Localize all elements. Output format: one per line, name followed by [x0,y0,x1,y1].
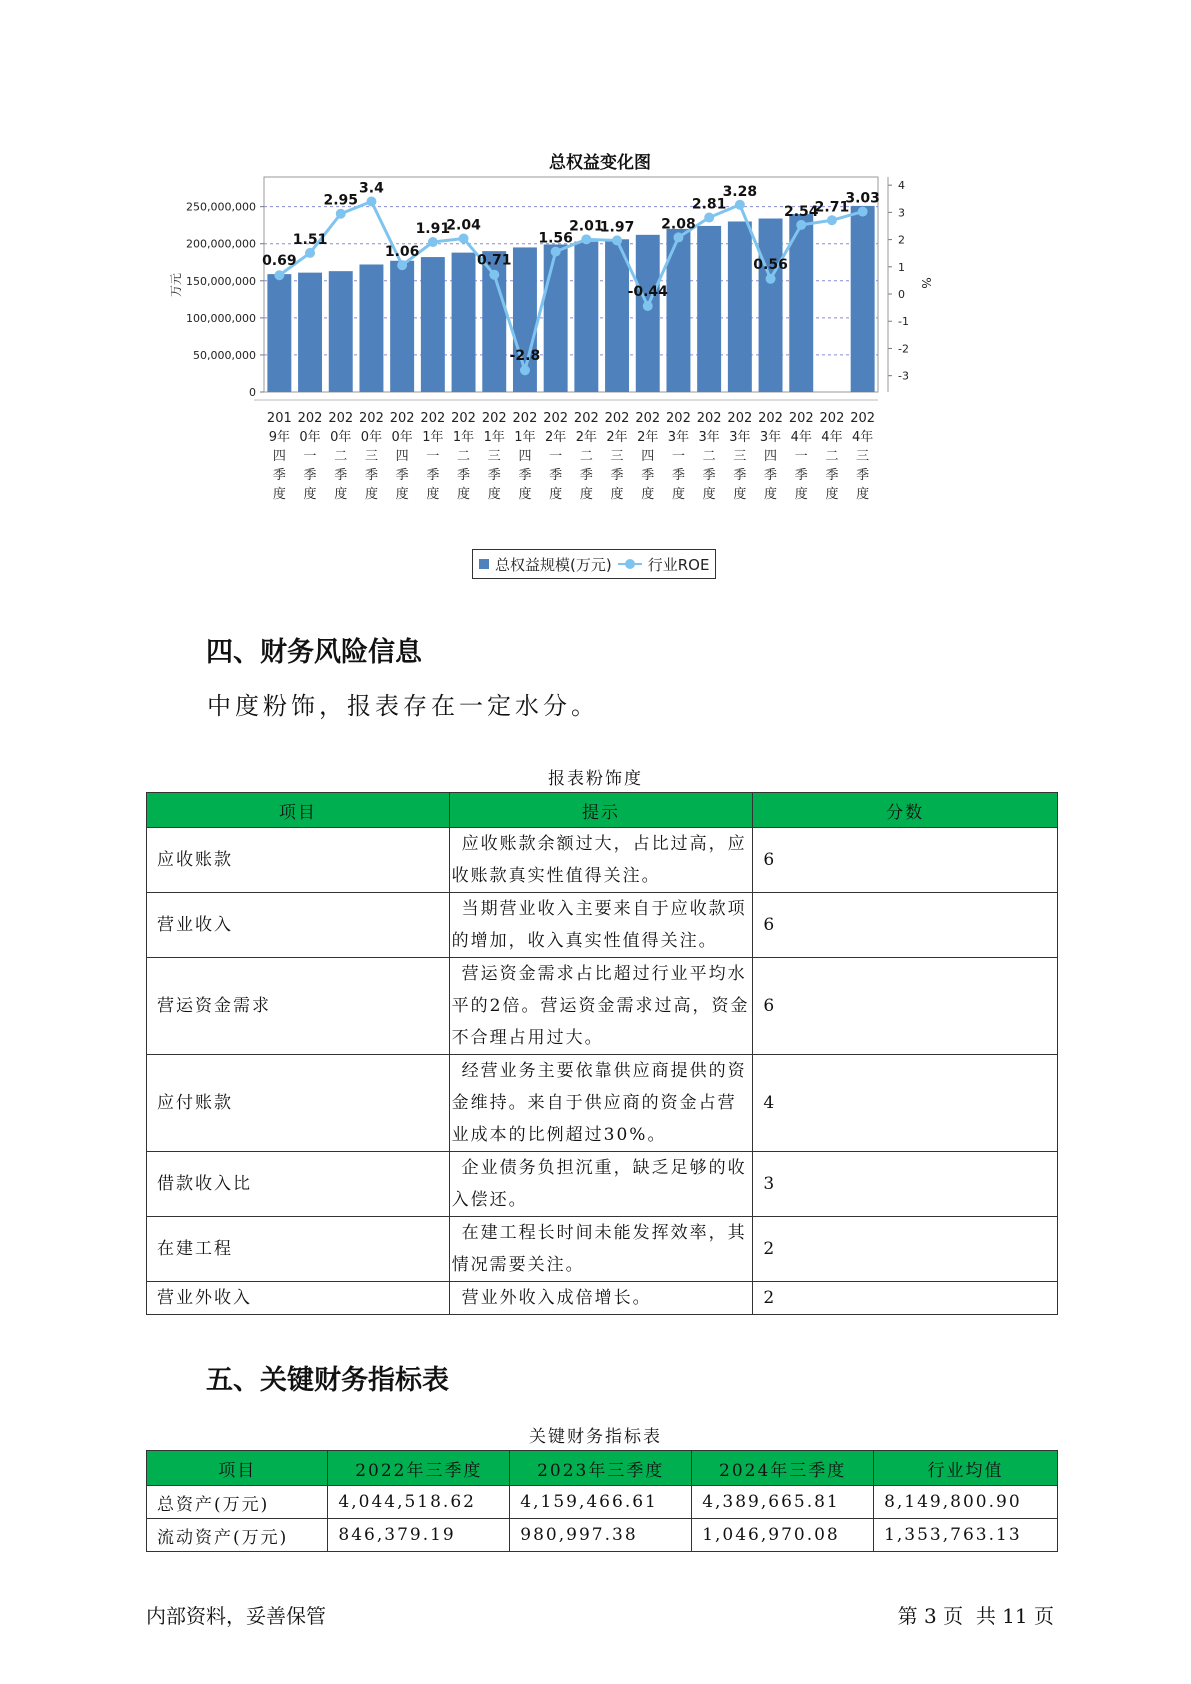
y-right-tick-label: 2 [898,233,905,247]
x-tick-label: 季 [825,468,839,483]
roe-point [397,260,407,270]
x-tick-label: 202 [758,411,783,426]
roe-data-label: 2.01 [569,218,604,235]
x-tick-label: 度 [426,487,440,502]
x-tick-label: 三 [856,449,870,464]
roe-point [796,220,806,230]
roe-point [305,248,315,258]
x-tick-label: 202 [788,411,814,426]
y-right-tick-label: 1 [898,260,905,274]
equity-bar [851,206,875,392]
x-tick-label: 一 [549,449,563,464]
metric-value-cell: 1,046,970.08 [692,1519,874,1552]
x-tick-label: 一 [426,449,440,464]
x-tick-label: 度 [303,487,317,502]
x-tick-label: 202 [635,411,661,426]
x-tick-label: 三 [733,449,747,464]
x-tick-label: 四 [395,449,409,464]
hint-text: 营业外收入成倍增长。 [461,1288,652,1308]
x-tick-label: 202 [573,411,599,426]
x-tick-label: 四 [764,449,778,464]
equity-bar [421,257,445,392]
x-tick-label: 201 [266,411,292,426]
metric-value-cell: 980,997.38 [510,1519,692,1552]
x-tick-label: 季 [579,468,593,483]
x-tick-label: 一 [671,449,685,464]
table-header-row [147,793,1058,828]
x-tick-label: 202 [543,411,569,426]
x-tick-label: 季 [364,468,378,483]
x-tick-label: 0年 [299,430,321,445]
x-tick-label: 二 [825,449,839,464]
x-tick-label: 0年 [330,430,352,445]
x-tick-label: 四 [272,449,286,464]
roe-data-label: 0.69 [262,253,297,270]
score-cell: 2 [753,1282,1058,1315]
roe-data-label: 0.56 [753,256,788,273]
x-tick-label: 季 [641,468,655,483]
equity-bar [605,239,629,392]
roe-data-label: -0.44 [627,284,668,300]
equity-bar [728,221,752,392]
x-tick-label: 度 [856,487,870,502]
table-row [147,893,1058,958]
table1-caption: 报表粉饰度 [548,769,643,789]
roe-data-label: 1.56 [538,230,573,247]
x-tick-label: 季 [671,468,685,483]
roe-data-label: 2.71 [814,199,850,216]
x-tick-label: 202 [666,411,691,426]
header-cell: 项目 [147,1451,328,1486]
x-tick-label: 一 [303,449,317,464]
y-left-tick-label: 250,000,000 [186,200,256,214]
hint-text: 应收账款余额过大，占比过高，应收账款真实性值得关注。 [451,834,747,886]
roe-point [274,270,284,280]
x-tick-label: 度 [272,487,286,502]
key-metrics-table [146,1450,1058,1552]
x-tick-label: 度 [733,487,747,502]
x-tick-label: 季 [334,468,348,483]
legend-bar-swatch [479,559,489,569]
score-cell: 6 [753,893,1058,958]
x-tick-label: 季 [272,468,286,483]
table-row [147,1282,1058,1315]
x-tick-label: 4年 [852,430,874,445]
metric-value-cell: 4,159,466.61 [510,1486,692,1519]
x-tick-label: 二 [702,449,716,464]
roe-data-label: 2.08 [661,216,696,233]
roe-data-label: 1.97 [599,219,635,236]
x-tick-label: 季 [457,468,471,483]
x-tick-label: 二 [457,449,471,464]
table-row [147,1217,1058,1282]
table-row [147,1152,1058,1217]
x-tick-label: 度 [334,487,348,502]
hint-cell [449,1282,753,1315]
equity-bar [267,274,291,392]
equity-bar [298,273,322,392]
chart-svg [170,130,1030,550]
equity-bar [329,271,353,392]
table-row [147,1519,1058,1552]
table-row [147,1486,1058,1519]
x-tick-label: 2年 [606,430,628,445]
roe-data-label: 2.81 [691,196,727,213]
y-right-tick-label: 3 [898,206,905,220]
x-tick-label: 202 [297,411,323,426]
item-cell: 营业外收入 [147,1282,450,1315]
y-left-tick-label: 150,000,000 [186,274,256,288]
y-left-tick-label: 100,000,000 [186,311,256,325]
x-tick-label: 度 [764,487,778,502]
x-tick-label: 度 [518,487,532,502]
y-right-tick-label: -3 [898,369,909,383]
metric-value-cell: 4,044,518.62 [328,1486,510,1519]
x-tick-label: 季 [303,468,317,483]
header-cell: 项目 [147,793,450,828]
roe-data-label: 1.91 [415,221,451,238]
header-cell: 2024年三季度 [692,1451,874,1486]
y-right-axis-label: % [919,277,933,289]
x-tick-label: 4年 [790,430,812,445]
x-tick-label: 季 [395,468,409,483]
footer-left: 内部资料，妥善保管 [146,1604,326,1628]
x-tick-label: 202 [328,411,354,426]
hint-cell [449,1217,753,1282]
equity-bar [390,261,414,392]
roe-data-label: 1.51 [292,231,328,248]
x-tick-label: 季 [702,468,716,483]
metric-value-cell: 4,389,665.81 [692,1486,874,1519]
hint-text: 经营业务主要依靠供应商提供的资金维持。来自于供应商的资金占营业成本的比例超过30%。 [451,1061,747,1145]
roe-point [489,270,499,280]
equity-bar [359,264,383,392]
metric-name-cell: 总资产(万元) [147,1486,328,1519]
table-header-row [147,1451,1058,1486]
y-left-tick-label: 50,000,000 [193,348,256,362]
y-right-tick-label: 4 [898,179,905,193]
x-tick-label: 季 [610,468,624,483]
x-tick-label: 202 [604,411,630,426]
x-tick-label: 度 [825,487,839,502]
roe-point [704,213,714,223]
x-tick-label: 2年 [545,430,567,445]
metric-value-cell: 8,149,800.90 [874,1486,1058,1519]
roe-point [858,207,868,217]
x-tick-label: 202 [389,411,415,426]
x-tick-label: 4年 [821,430,843,445]
table-row [147,1055,1058,1152]
hint-cell [449,1055,753,1152]
roe-point [735,200,745,210]
roe-point [612,235,622,245]
score-cell: 6 [753,828,1058,893]
y-left-tick-label: 0 [249,386,256,399]
x-tick-label: 202 [727,411,753,426]
x-tick-label: 度 [702,487,716,502]
legend-line-swatch [618,559,642,569]
x-tick-label: 202 [481,411,507,426]
roe-point [520,365,530,375]
x-tick-label: 度 [641,487,655,502]
section5-heading: 五、关键财务指标表 [206,1365,449,1396]
equity-chart [170,130,1030,600]
x-tick-label: 3年 [698,430,720,445]
y-left-tick-label: 200,000,000 [186,237,256,251]
hint-text: 营运资金需求占比超过行业平均水平的2倍。营运资金需求过高，资金不合理占用过大。 [451,964,750,1048]
roe-point [827,215,837,225]
x-tick-label: 1年 [514,430,536,445]
item-cell: 营业收入 [147,893,450,958]
x-tick-label: 202 [420,411,446,426]
hint-cell [449,828,753,893]
x-tick-label: 3年 [729,430,751,445]
metric-value-cell: 846,379.19 [328,1519,510,1552]
metric-name-cell: 流动资产(万元) [147,1519,328,1552]
x-tick-label: 季 [856,468,870,483]
x-tick-label: 度 [364,487,378,502]
y-right-tick-label: 0 [898,288,905,302]
legend-line-label: 行业ROE [647,555,710,574]
x-tick-label: 202 [451,411,476,426]
equity-bar [636,235,660,392]
item-cell: 应付账款 [147,1055,450,1152]
header-cell: 2023年三季度 [510,1451,692,1486]
roe-point [643,301,653,311]
roe-point [551,247,561,257]
x-tick-label: 三 [487,449,501,464]
roe-data-label: 3.03 [845,190,880,207]
roe-point [581,234,591,244]
x-tick-label: 四 [518,449,532,464]
x-tick-label: 季 [426,468,440,483]
item-cell: 营运资金需求 [147,958,450,1055]
x-tick-label: 季 [518,468,532,483]
footer-page-number: 第 3 页 共 11 页 [897,1604,1054,1628]
equity-bar [697,226,721,392]
x-tick-label: 三 [610,449,624,464]
x-tick-label: 1年 [422,430,444,445]
x-tick-label: 季 [487,468,501,483]
x-tick-label: 季 [549,468,563,483]
hint-text: 企业债务负担沉重，缺乏足够的收入偿还。 [451,1158,747,1210]
section4-summary: 中度粉饰，报表存在一定水分。 [207,692,599,720]
x-tick-label: 3年 [667,430,690,445]
header-cell: 2022年三季度 [328,1451,510,1486]
roe-data-label: 3.28 [722,183,758,200]
roe-data-label: -2.8 [509,348,541,365]
roe-data-label: 2.95 [323,192,359,209]
chart-legend [472,549,716,579]
x-tick-label: 度 [549,487,563,502]
item-cell: 借款收入比 [147,1152,450,1217]
score-cell: 3 [753,1152,1058,1217]
roe-data-label: 2.04 [446,217,481,234]
x-tick-label: 四 [641,449,655,464]
roe-data-label: 3.4 [359,180,384,197]
roe-point [766,274,776,284]
score-cell: 6 [753,958,1058,1055]
y-right-tick-label: -2 [898,342,909,356]
equity-bar [544,244,568,392]
x-tick-label: 2年 [637,430,659,445]
header-cell: 提示 [449,793,753,828]
x-tick-label: 2年 [575,430,597,445]
x-tick-label: 度 [610,487,624,502]
x-tick-label: 季 [794,468,808,483]
x-tick-label: 度 [671,487,685,502]
roe-point [459,234,469,244]
score-cell: 2 [753,1217,1058,1282]
score-cell: 4 [753,1055,1058,1152]
header-cell: 分数 [753,793,1058,828]
item-cell: 在建工程 [147,1217,450,1282]
roe-point [673,232,683,242]
x-tick-label: 度 [794,487,808,502]
x-tick-label: 1年 [483,430,505,445]
equity-bar [759,219,783,392]
roe-data-label: 1.06 [384,244,420,261]
x-tick-label: 202 [850,411,876,426]
x-tick-label: 202 [359,411,384,426]
x-tick-label: 0年 [360,430,383,445]
roe-point [428,237,438,247]
roe-data-label: 0.71 [476,252,512,269]
table-row [147,958,1058,1055]
x-tick-label: 9年 [268,430,290,445]
equity-bar [452,253,476,392]
metric-value-cell: 1,353,763.13 [874,1519,1058,1552]
hint-cell [449,1152,753,1217]
header-cell: 行业均值 [874,1451,1058,1486]
x-tick-label: 3年 [759,430,782,445]
x-tick-label: 1年 [452,430,475,445]
x-tick-label: 0年 [391,430,413,445]
hint-cell [449,893,753,958]
roe-point [336,209,346,219]
x-tick-label: 度 [579,487,593,502]
hint-text: 在建工程长时间未能发挥效率，其情况需要关注。 [451,1223,747,1275]
legend-bar-label: 总权益规模(万元) [495,555,612,574]
hint-text: 当期营业收入主要来自于应收款项的增加，收入真实性值得关注。 [451,899,747,951]
x-tick-label: 202 [512,411,538,426]
y-right-tick-label: -1 [898,315,909,329]
x-tick-label: 二 [579,449,593,464]
x-tick-label: 季 [764,468,778,483]
table-row [147,828,1058,893]
item-cell: 应收账款 [147,828,450,893]
roe-point [366,196,376,206]
whitewash-table [146,792,1058,1315]
x-tick-label: 一 [794,449,808,464]
x-tick-label: 二 [334,449,348,464]
chart-title: 总权益变化图 [549,153,651,173]
x-tick-label: 202 [696,411,722,426]
x-tick-label: 202 [819,411,845,426]
x-tick-label: 度 [395,487,409,502]
x-tick-label: 度 [457,487,471,502]
y-left-axis-label: 万元 [170,272,183,298]
hint-cell [449,958,753,1055]
roe-data-label: 2.54 [783,203,819,220]
x-tick-label: 季 [733,468,747,483]
x-tick-label: 度 [487,487,501,502]
x-tick-label: 三 [364,449,378,464]
equity-bar [574,242,598,393]
section4-heading: 四、财务风险信息 [206,637,422,668]
table2-caption: 关键财务指标表 [529,1427,662,1447]
